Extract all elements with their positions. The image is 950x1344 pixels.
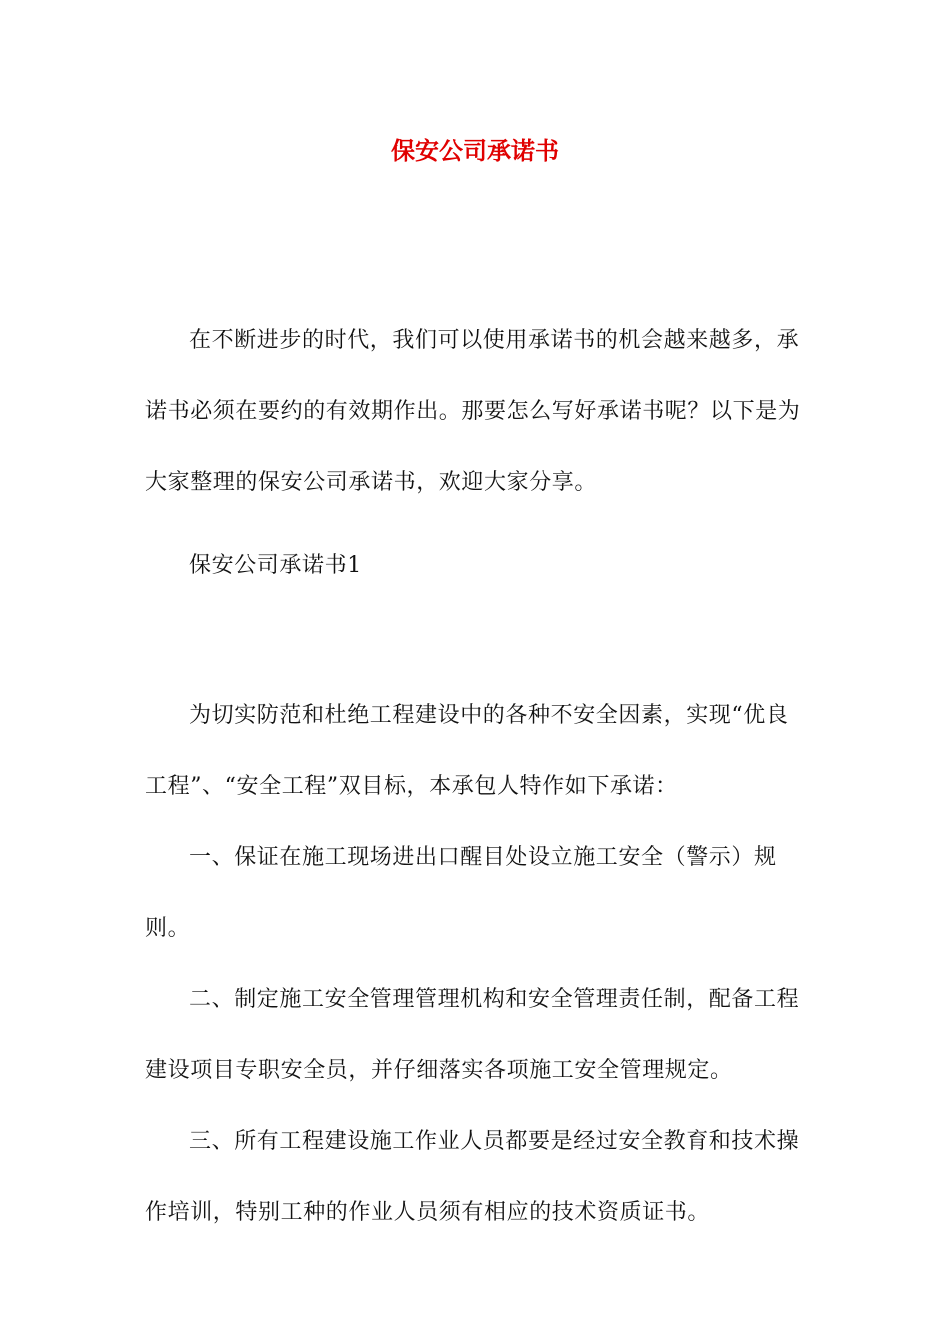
intro-section bbox=[145, 305, 807, 518]
section-heading bbox=[145, 530, 807, 601]
document-title: 保安公司承诺书 bbox=[391, 136, 559, 165]
section-title: 保安公司承诺书1 bbox=[189, 553, 362, 578]
commitment-item-2: 二、制定施工安全管理管理机构和安全管理责任制，配备工程建设项目专职安全员，并仔细落实各项施工安全管理规定。 bbox=[145, 987, 800, 1083]
commitment-section bbox=[145, 680, 807, 1248]
commitment-paragraph: 为切实防范和杜绝工程建设中的各种不安全因素，实现“优良工程”、“安全工程”双目标，本承包人特作如下承诺： bbox=[145, 703, 789, 799]
commitment-item-1: 一、保证在施工现场进出口醒目处设立施工安全（警示）规则。 bbox=[145, 845, 777, 941]
intro-paragraph: 在不断进步的时代，我们可以使用承诺书的机会越来越多，承诺书必须在要约的有效期作出。那要怎么写好承诺书呢？以下是为大家整理的保安公司承诺书，欢迎大家分享。 bbox=[145, 328, 801, 495]
commitment-item-3: 三、所有工程建设施工作业人员都要是经过安全教育和技术操作培训，特别工种的作业人员须有相应的技术资质证书。 bbox=[145, 1129, 800, 1225]
